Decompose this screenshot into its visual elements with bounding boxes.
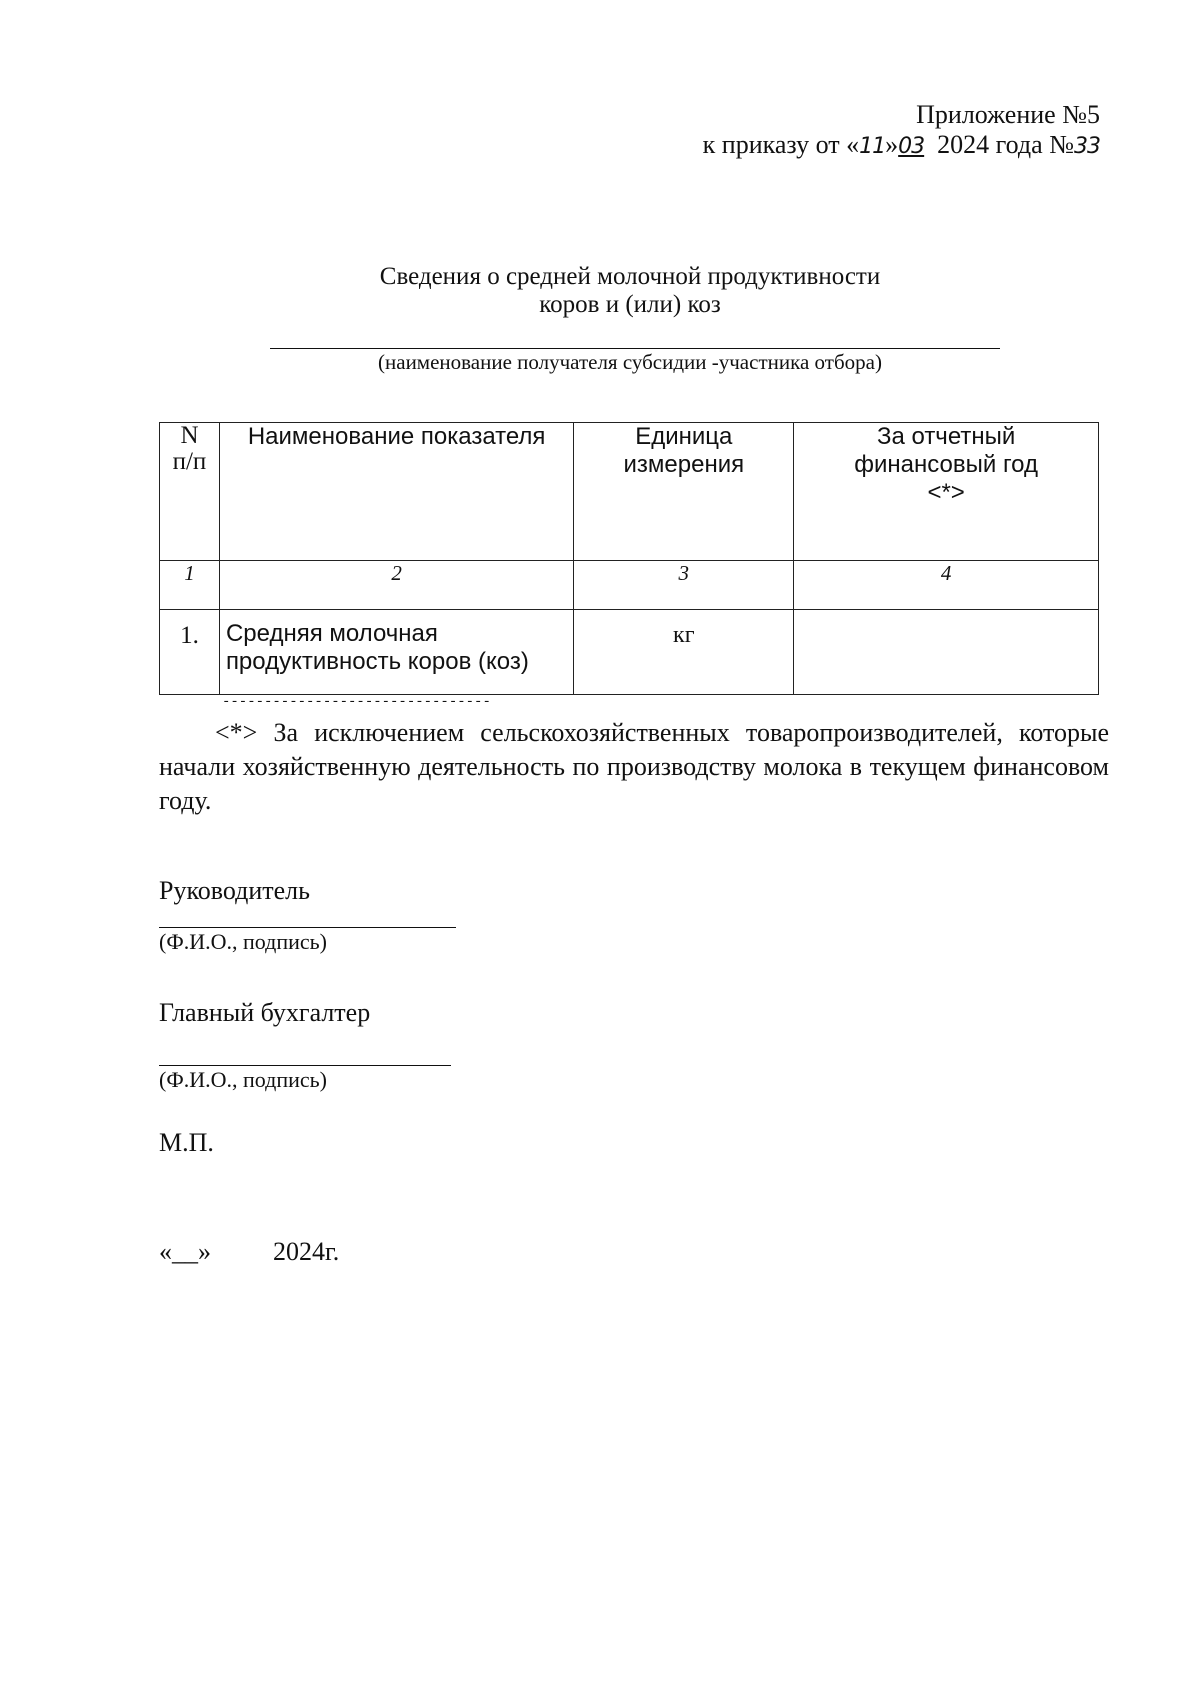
- order-mid: »: [885, 130, 899, 159]
- header-reporting-year: За отчетный финансовый год <*>: [794, 423, 1099, 561]
- appendix-header: [703, 100, 1100, 162]
- header-indicator-name: Наименование показателя: [219, 423, 573, 561]
- column-number: 1: [160, 561, 220, 610]
- row-unit: кг: [574, 610, 794, 695]
- accountant-label: Главный бухгалтер: [159, 998, 371, 1027]
- column-number: 2: [219, 561, 573, 610]
- row-indicator-name: Средняя молочная продуктивность коров (коз): [219, 610, 573, 695]
- date-row: [159, 1237, 339, 1267]
- head-signature-line: [159, 927, 456, 928]
- appendix-title: Приложение №5: [916, 100, 1100, 129]
- date-day-blank: «__»: [159, 1237, 211, 1266]
- footnote-text: <*> За исключением сельскохозяйственных товаропроизводителей, которые начали хозяйственную деятельность по производству молока в текущем финансовом году.: [159, 718, 1109, 815]
- order-month-handwritten: 03: [898, 134, 925, 159]
- title-line-2: коров и (или) коз: [539, 291, 721, 318]
- table-row: [160, 610, 1099, 695]
- header-unit: Единица измерения: [574, 423, 794, 561]
- stamp-place: М.П.: [159, 1128, 214, 1157]
- date-year: 2024г.: [273, 1237, 340, 1266]
- header-number: N п/п: [160, 423, 220, 561]
- accountant-signature-caption: (Ф.И.О., подпись): [159, 1067, 327, 1092]
- table-column-numbers-row: [160, 561, 1099, 610]
- recipient-caption: (наименование получателя субсидии -участника отбора): [378, 350, 882, 374]
- head-signature-caption: (Ф.И.О., подпись): [159, 929, 327, 954]
- document-title: [0, 263, 1200, 319]
- row-value: [794, 610, 1099, 695]
- table-header-row: [160, 423, 1099, 561]
- order-prefix: к приказу от «: [702, 130, 860, 159]
- recipient-blank-line: [270, 348, 1000, 349]
- row-number: 1.: [160, 610, 220, 695]
- title-line-1: Сведения о средней молочной продуктивности: [379, 263, 881, 290]
- column-number: 4: [794, 561, 1099, 610]
- head-label: Руководитель: [159, 876, 310, 905]
- column-number: 3: [574, 561, 794, 610]
- order-year: 2024 года №: [937, 130, 1074, 159]
- footnote-separator: --------------------------------: [222, 694, 491, 710]
- order-number-handwritten: 33: [1074, 134, 1100, 159]
- order-reference: [703, 130, 1100, 162]
- order-day-handwritten: 11: [859, 134, 886, 159]
- accountant-signature-line: [159, 1065, 451, 1066]
- productivity-table: [159, 422, 1099, 695]
